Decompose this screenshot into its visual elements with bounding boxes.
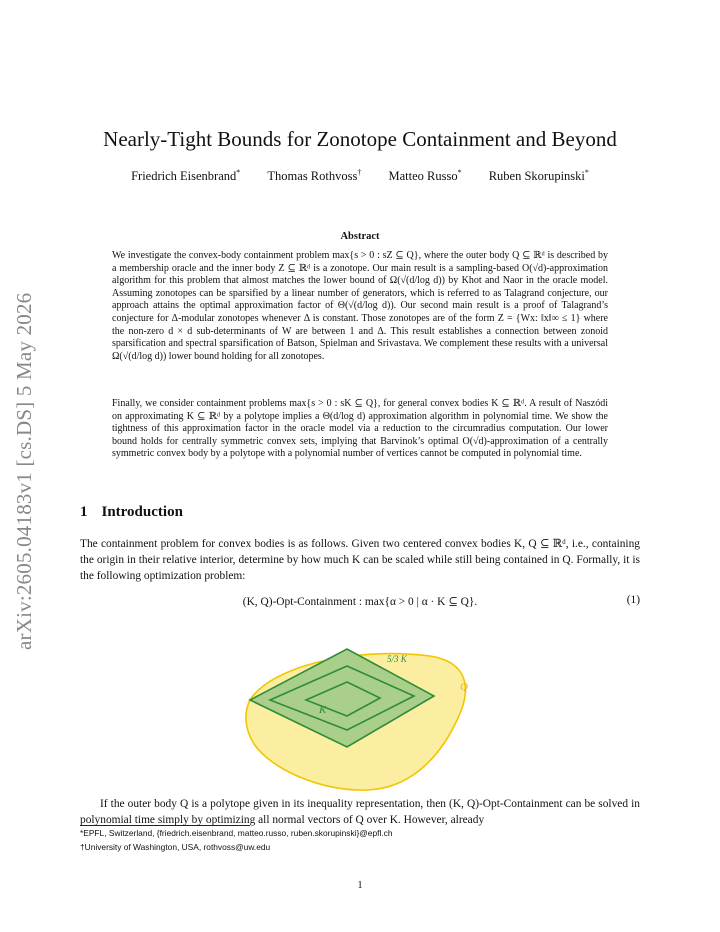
author [388,169,461,183]
body-paragraph: The containment problem for convex bodies is as follows. Given two centered convex bodies K, Q ⊆ ℝᵈ, i.e., containing the origin in their relative interior, determine by how much K can be scaled while still being contained in Q. Formally, it is the following optimization problem: [80,538,640,582]
footnote: *EPFL, Switzerland, {friedrich.eisenbrand, matteo.russo, ruben.skorupinski}@epfl.ch [80,828,393,838]
body-paragraph: If the outer body Q is a polytope given in its inequality representation, then (K, Q)-Opt-Containment can be solved in polynomial time simply by optimizing all normal vectors of Q over K. However, already [80,798,640,826]
equation-number: (1) [626,594,640,606]
containment-figure [240,648,480,798]
author [489,169,589,183]
footnote: †University of Washington, USA, rothvoss@uw.edu [80,842,271,852]
label-k: K [319,704,327,716]
paper-title: Nearly-Tight Bounds for Zonotope Containment and Beyond [103,127,617,151]
author [267,169,361,183]
label-scaled-k: 5/3 K [387,654,407,664]
author-list [0,168,720,184]
equation-text: (K, Q)-Opt-Containment : max{α > 0 | α · K ⊆ Q}. [242,596,478,608]
author-affiliation-mark: * [584,168,589,177]
author-name: Ruben Skorupinski [488,169,585,184]
abstract-heading: Abstract [340,231,380,242]
section-heading [80,504,183,521]
page-number: 1 [357,880,363,891]
section-title: Introduction [101,504,183,520]
author-name: Thomas Rothvoss [267,169,358,184]
author-affiliation-mark: † [357,168,362,177]
author-affiliation-mark: * [457,168,462,177]
footnote-rule [80,825,250,826]
author-name: Matteo Russo [388,169,458,184]
section-number: 1 [80,504,88,520]
arxiv-identifier: arXiv:2605.04183v1 [cs.DS] 5 May 2026 [12,292,36,650]
abstract-paragraph: Finally, we consider containment problems max{s > 0 : sK ⊆ Q}, for general convex bodies K ⊆ ℝᵈ. A result of Naszódi on approximating K ⊆ ℝᵈ by a polytope implies a Θ(d/log d) approximation algorithm in polynomial time. We show the tightness of this approximation factor in the oracle model via a reduction to the circumradius computation. Our lower bound holds for centrally symmetric convex sets, implying that Barvinok’s optimal O(√d)-approximation of a centrally symmetric convex body by a polytope with a polynomial number of vertices cannot be computed in polynomial time. [112,398,608,460]
label-q: Q [460,681,468,693]
author [131,169,240,183]
author-name: Friedrich Eisenbrand [131,169,237,184]
abstract-paragraph: We investigate the convex-body containment problem max{s > 0 : sZ ⊆ Q}, where the outer body Q ⊆ ℝᵈ is described by a membership oracle and the inner body Z ⊆ ℝᵈ is a zonotope. Our main result is a sampling-based O(√d)-approximation algorithm for this problem that almost matches the lower bound of Ω(√(d/log d)) by Khot and Naor in the oracle model. Assuming zonotopes can be sparsified by a linear number of generators, which is referred to as Talagrand conjecture, our approach attains the optimal approximation factor of Θ(√(d/log d)). Our second main result is a proof of Talagrand’s conjecture for Δ-modular zonotopes whenever Δ is constant. Those zonotopes are of the form Z = {Wx: ‖x‖∞ ≤ 1} where the non-zero d × d sub-determinants of W are between 1 and Δ. This result establishes a connection between zonoid sparsification and spectral sparsification of Batson, Spielman and Srivastava. We complement these results with a universal Ω(√(d/log d)) lower bound holding for all zonotopes. [112,250,608,362]
author-affiliation-mark: * [236,168,241,177]
